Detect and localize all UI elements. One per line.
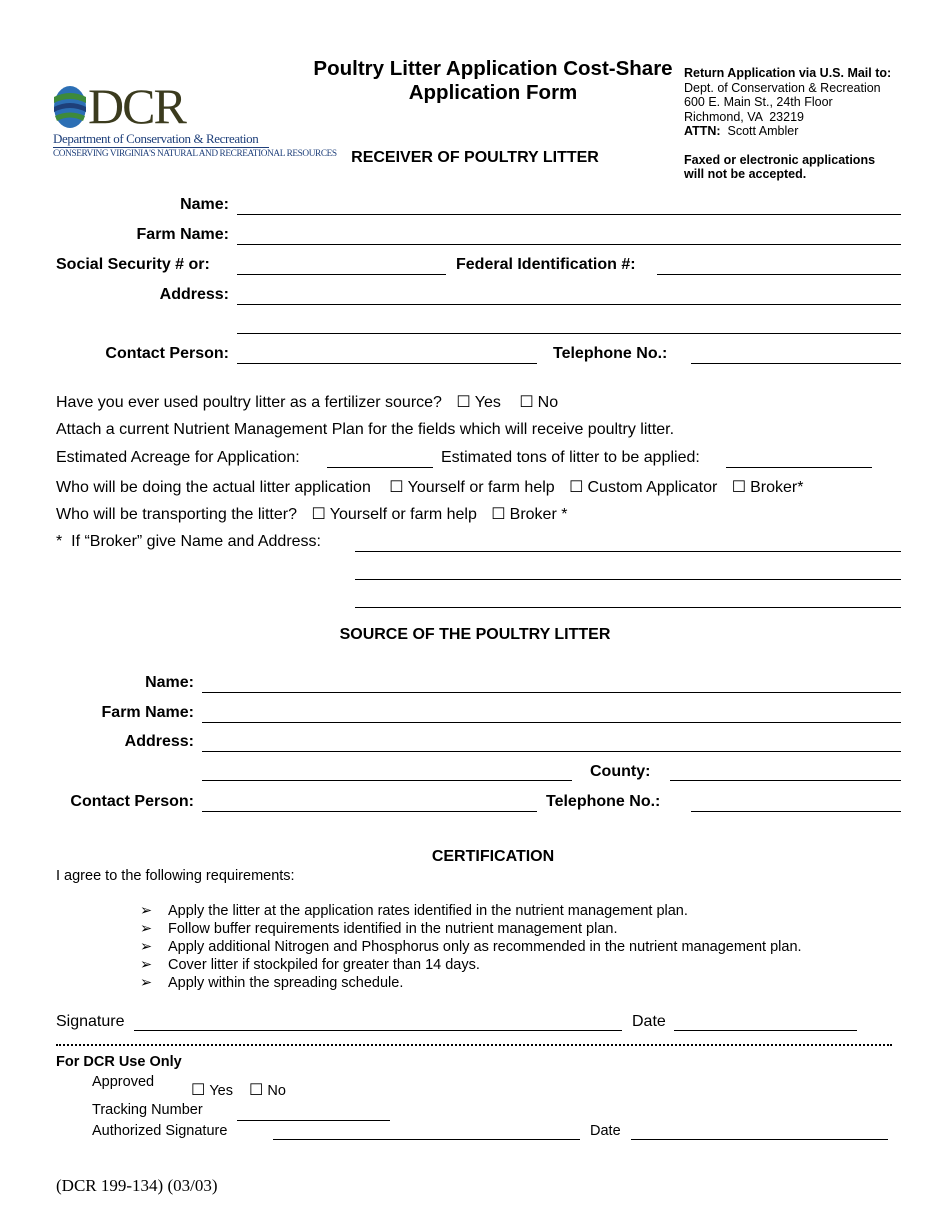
logo-tagline: CONSERVING VIRGINIA'S NATURAL AND RECREATIONAL RESOURCES [53, 149, 337, 159]
logo-acronym: DCR [88, 78, 185, 134]
mail-line-3: Richmond, VA 23219 [684, 109, 804, 124]
mail-line-2: 600 E. Main St., 24th Floor [684, 95, 833, 109]
source-heading: SOURCE OF THE POULTRY LITTER [339, 626, 611, 643]
logo-department: Department of Conservation & Recreation [53, 131, 259, 146]
dcr-approved-yes-label: Yes [209, 1083, 233, 1099]
receiver-phone-label: Telephone No.: [553, 345, 668, 362]
q-application-custom-label: Custom Applicator [587, 479, 718, 496]
q-tons-label: Estimated tons of litter to be applied: [441, 449, 700, 466]
q-transport-broker-label: Broker * [509, 506, 568, 523]
receiver-contact-label: Contact Person: [105, 345, 229, 362]
source-address-label: Address: [124, 733, 194, 750]
certification-heading: CERTIFICATION [431, 848, 555, 865]
q-used-litter-no-checkbox[interactable]: ☐ [519, 394, 534, 411]
q-used-litter-text: Have you ever used poultry litter as a fertilizer source? [56, 394, 442, 411]
dcr-date-label: Date [590, 1123, 621, 1139]
q-used-litter-yes-checkbox[interactable]: ☐ [456, 394, 471, 411]
requirement-item: ➢ Apply the litter at the application rates identified in the nutrient management plan. [140, 903, 688, 919]
form-number: (DCR 199-134) (03/03) [56, 1176, 218, 1195]
dcr-approved-label: Approved [92, 1074, 155, 1090]
q-application-broker-label: Broker* [750, 479, 804, 496]
bullet-arrow-icon: ➢ [140, 975, 153, 991]
source-farm-field[interactable] [202, 722, 901, 723]
requirement-item: ➢ Apply within the spreading schedule. [140, 975, 404, 991]
mail-instructions [684, 66, 934, 182]
title-line-2: Application Form [408, 81, 578, 104]
bullet-arrow-icon: ➢ [140, 939, 153, 955]
dcr-approved-options [181, 1080, 286, 1100]
mail-attn-name: Scott Ambler [727, 124, 799, 138]
q-used-litter-no-label: No [537, 394, 559, 411]
source-contact-label: Contact Person: [70, 793, 194, 810]
q-broker-note: * If “Broker” give Name and Address: [56, 533, 321, 550]
mail-attn [684, 124, 934, 139]
source-county-label: County: [590, 763, 651, 780]
mail-heading: Return Application via U.S. Mail to: [684, 66, 892, 80]
dcr-approved-no-checkbox[interactable]: ☐ [249, 1082, 264, 1099]
receiver-name-field[interactable] [237, 214, 901, 215]
requirement-item: ➢ Follow buffer requirements identified in the nutrient management plan. [140, 921, 618, 937]
dcr-logo [52, 78, 337, 170]
requirement-item: ➢ Apply additional Nitrogen and Phosphorus only as recommended in the nutrient management plan. [140, 939, 802, 955]
receiver-ssn-field[interactable] [237, 274, 446, 275]
q-acreage-field[interactable] [327, 467, 433, 468]
q-transport-yourself-checkbox[interactable]: ☐ [311, 506, 326, 523]
dcr-emblem-icon [52, 83, 88, 131]
signature-date-field[interactable] [674, 1030, 857, 1031]
dcr-auth-sig-field[interactable] [273, 1139, 580, 1140]
signature-date-label: Date [632, 1013, 666, 1030]
dotted-separator [56, 1044, 892, 1046]
source-name-field[interactable] [202, 692, 901, 693]
receiver-name-label: Name: [180, 196, 229, 213]
q-application-text: Who will be doing the actual litter application [56, 479, 371, 496]
requirements-list [140, 902, 802, 992]
receiver-farm-field[interactable] [237, 244, 901, 245]
source-phone-label: Telephone No.: [546, 793, 661, 810]
receiver-heading: RECEIVER OF POULTRY LITTER [351, 149, 599, 166]
q-application [56, 477, 803, 497]
receiver-fein-field[interactable] [657, 274, 901, 275]
dcr-approved-yes-checkbox[interactable]: ☐ [191, 1082, 206, 1099]
q-application-yourself-label: Yourself or farm help [407, 479, 555, 496]
bullet-arrow-icon: ➢ [140, 903, 153, 919]
bullet-arrow-icon: ➢ [140, 921, 153, 937]
mail-attn-label: ATTN: [684, 124, 721, 138]
q-transport [56, 504, 567, 524]
mail-line-1: Dept. of Conservation & Recreation [684, 80, 881, 95]
source-farm-label: Farm Name: [101, 704, 194, 721]
broker-info-field-1[interactable] [355, 551, 901, 552]
source-name-label: Name: [145, 674, 194, 691]
q-transport-text: Who will be transporting the litter? [56, 506, 297, 523]
dcr-date-field[interactable] [631, 1139, 888, 1140]
requirement-item: ➢ Cover litter if stockpiled for greater than 14 days. [140, 957, 480, 973]
receiver-address-field-1[interactable] [237, 304, 901, 305]
q-attach-plan: Attach a current Nutrient Management Plan for the fields which will receive poultry litter. [56, 421, 675, 438]
q-transport-yourself-label: Yourself or farm help [329, 506, 477, 523]
q-application-yourself-checkbox[interactable]: ☐ [389, 479, 404, 496]
receiver-phone-field[interactable] [691, 363, 901, 364]
dcr-use-heading: For DCR Use Only [56, 1054, 182, 1070]
signature-label: Signature [56, 1013, 125, 1030]
source-address-field-2[interactable] [202, 780, 572, 781]
mail-notice-2: will not be accepted. [684, 167, 807, 181]
q-transport-broker-checkbox[interactable]: ☐ [491, 506, 506, 523]
receiver-contact-field[interactable] [237, 363, 537, 364]
receiver-farm-label: Farm Name: [136, 226, 229, 243]
dcr-tracking-field[interactable] [237, 1120, 390, 1121]
q-application-broker-checkbox[interactable]: ☐ [731, 479, 747, 496]
receiver-address-label: Address: [159, 286, 229, 303]
dcr-auth-sig-label: Authorized Signature [92, 1123, 228, 1139]
dcr-approved-no-label: No [267, 1083, 286, 1099]
receiver-ssn-label: Social Security # or: [56, 256, 210, 273]
receiver-fein-label: Federal Identification #: [456, 256, 636, 273]
broker-info-field-3[interactable] [355, 607, 901, 608]
title-line-1: Poultry Litter Application Cost-Share [313, 57, 673, 80]
bullet-arrow-icon: ➢ [140, 957, 153, 973]
mail-notice-1: Faxed or electronic applications [684, 152, 876, 167]
certification-intro: I agree to the following requirements: [56, 868, 295, 884]
source-contact-field[interactable] [202, 811, 537, 812]
q-used-litter [56, 392, 558, 412]
broker-info-field-2[interactable] [355, 579, 901, 580]
page-title [268, 57, 718, 105]
dcr-tracking-label: Tracking Number [92, 1102, 203, 1118]
source-phone-field[interactable] [691, 811, 901, 812]
q-tons-field[interactable] [726, 467, 872, 468]
source-county-field[interactable] [670, 780, 901, 781]
q-used-litter-yes-label: Yes [474, 394, 501, 411]
q-acreage-label: Estimated Acreage for Application: [56, 449, 300, 466]
q-application-custom-checkbox[interactable]: ☐ [569, 479, 584, 496]
receiver-address-field-2[interactable] [237, 333, 901, 334]
signature-field[interactable] [134, 1030, 622, 1031]
source-address-field-1[interactable] [202, 751, 901, 752]
